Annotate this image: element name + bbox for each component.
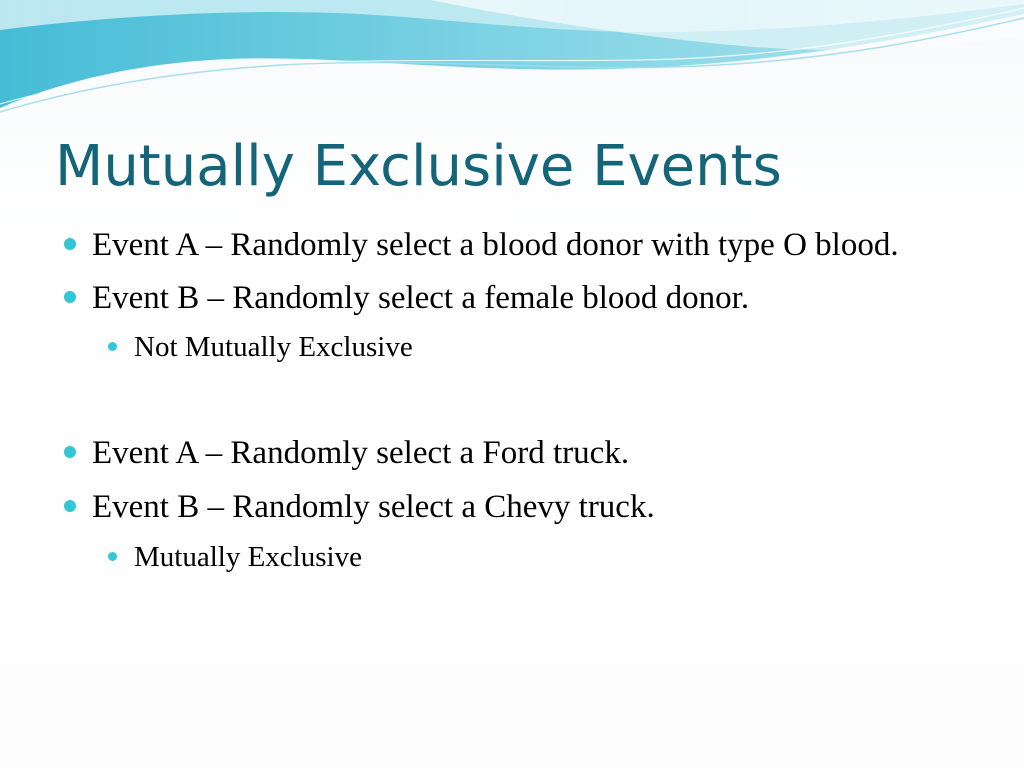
sub-bullet-text: Mutually Exclusive (134, 541, 362, 573)
sub-bullet-item (62, 537, 962, 577)
bullet-dot-icon (64, 500, 76, 512)
slide-title: Mutually Exclusive Events (55, 134, 782, 199)
bullet-item (62, 484, 962, 530)
header-wave-decoration (0, 0, 1024, 130)
sub-bullet-text: Not Mutually Exclusive (134, 331, 413, 363)
bullet-item (62, 275, 962, 321)
bullet-text: Event A – Randomly select a blood donor with type O blood. (92, 227, 899, 263)
sub-bullet-item (62, 327, 962, 367)
sub-bullet-dot-icon (108, 552, 117, 561)
bullet-text: Event B – Randomly select a female blood donor. (92, 280, 750, 316)
bullet-dot-icon (64, 238, 76, 250)
bullet-text: Event B – Randomly select a Chevy truck. (92, 489, 655, 525)
bullet-dot-icon (64, 291, 76, 303)
sub-bullet-dot-icon (108, 342, 117, 351)
bullet-text: Event A – Randomly select a Ford truck. (92, 435, 630, 471)
bullet-item (62, 430, 962, 476)
bullet-list (62, 222, 962, 577)
bullet-dot-icon (64, 446, 76, 458)
bullet-item (62, 222, 962, 268)
